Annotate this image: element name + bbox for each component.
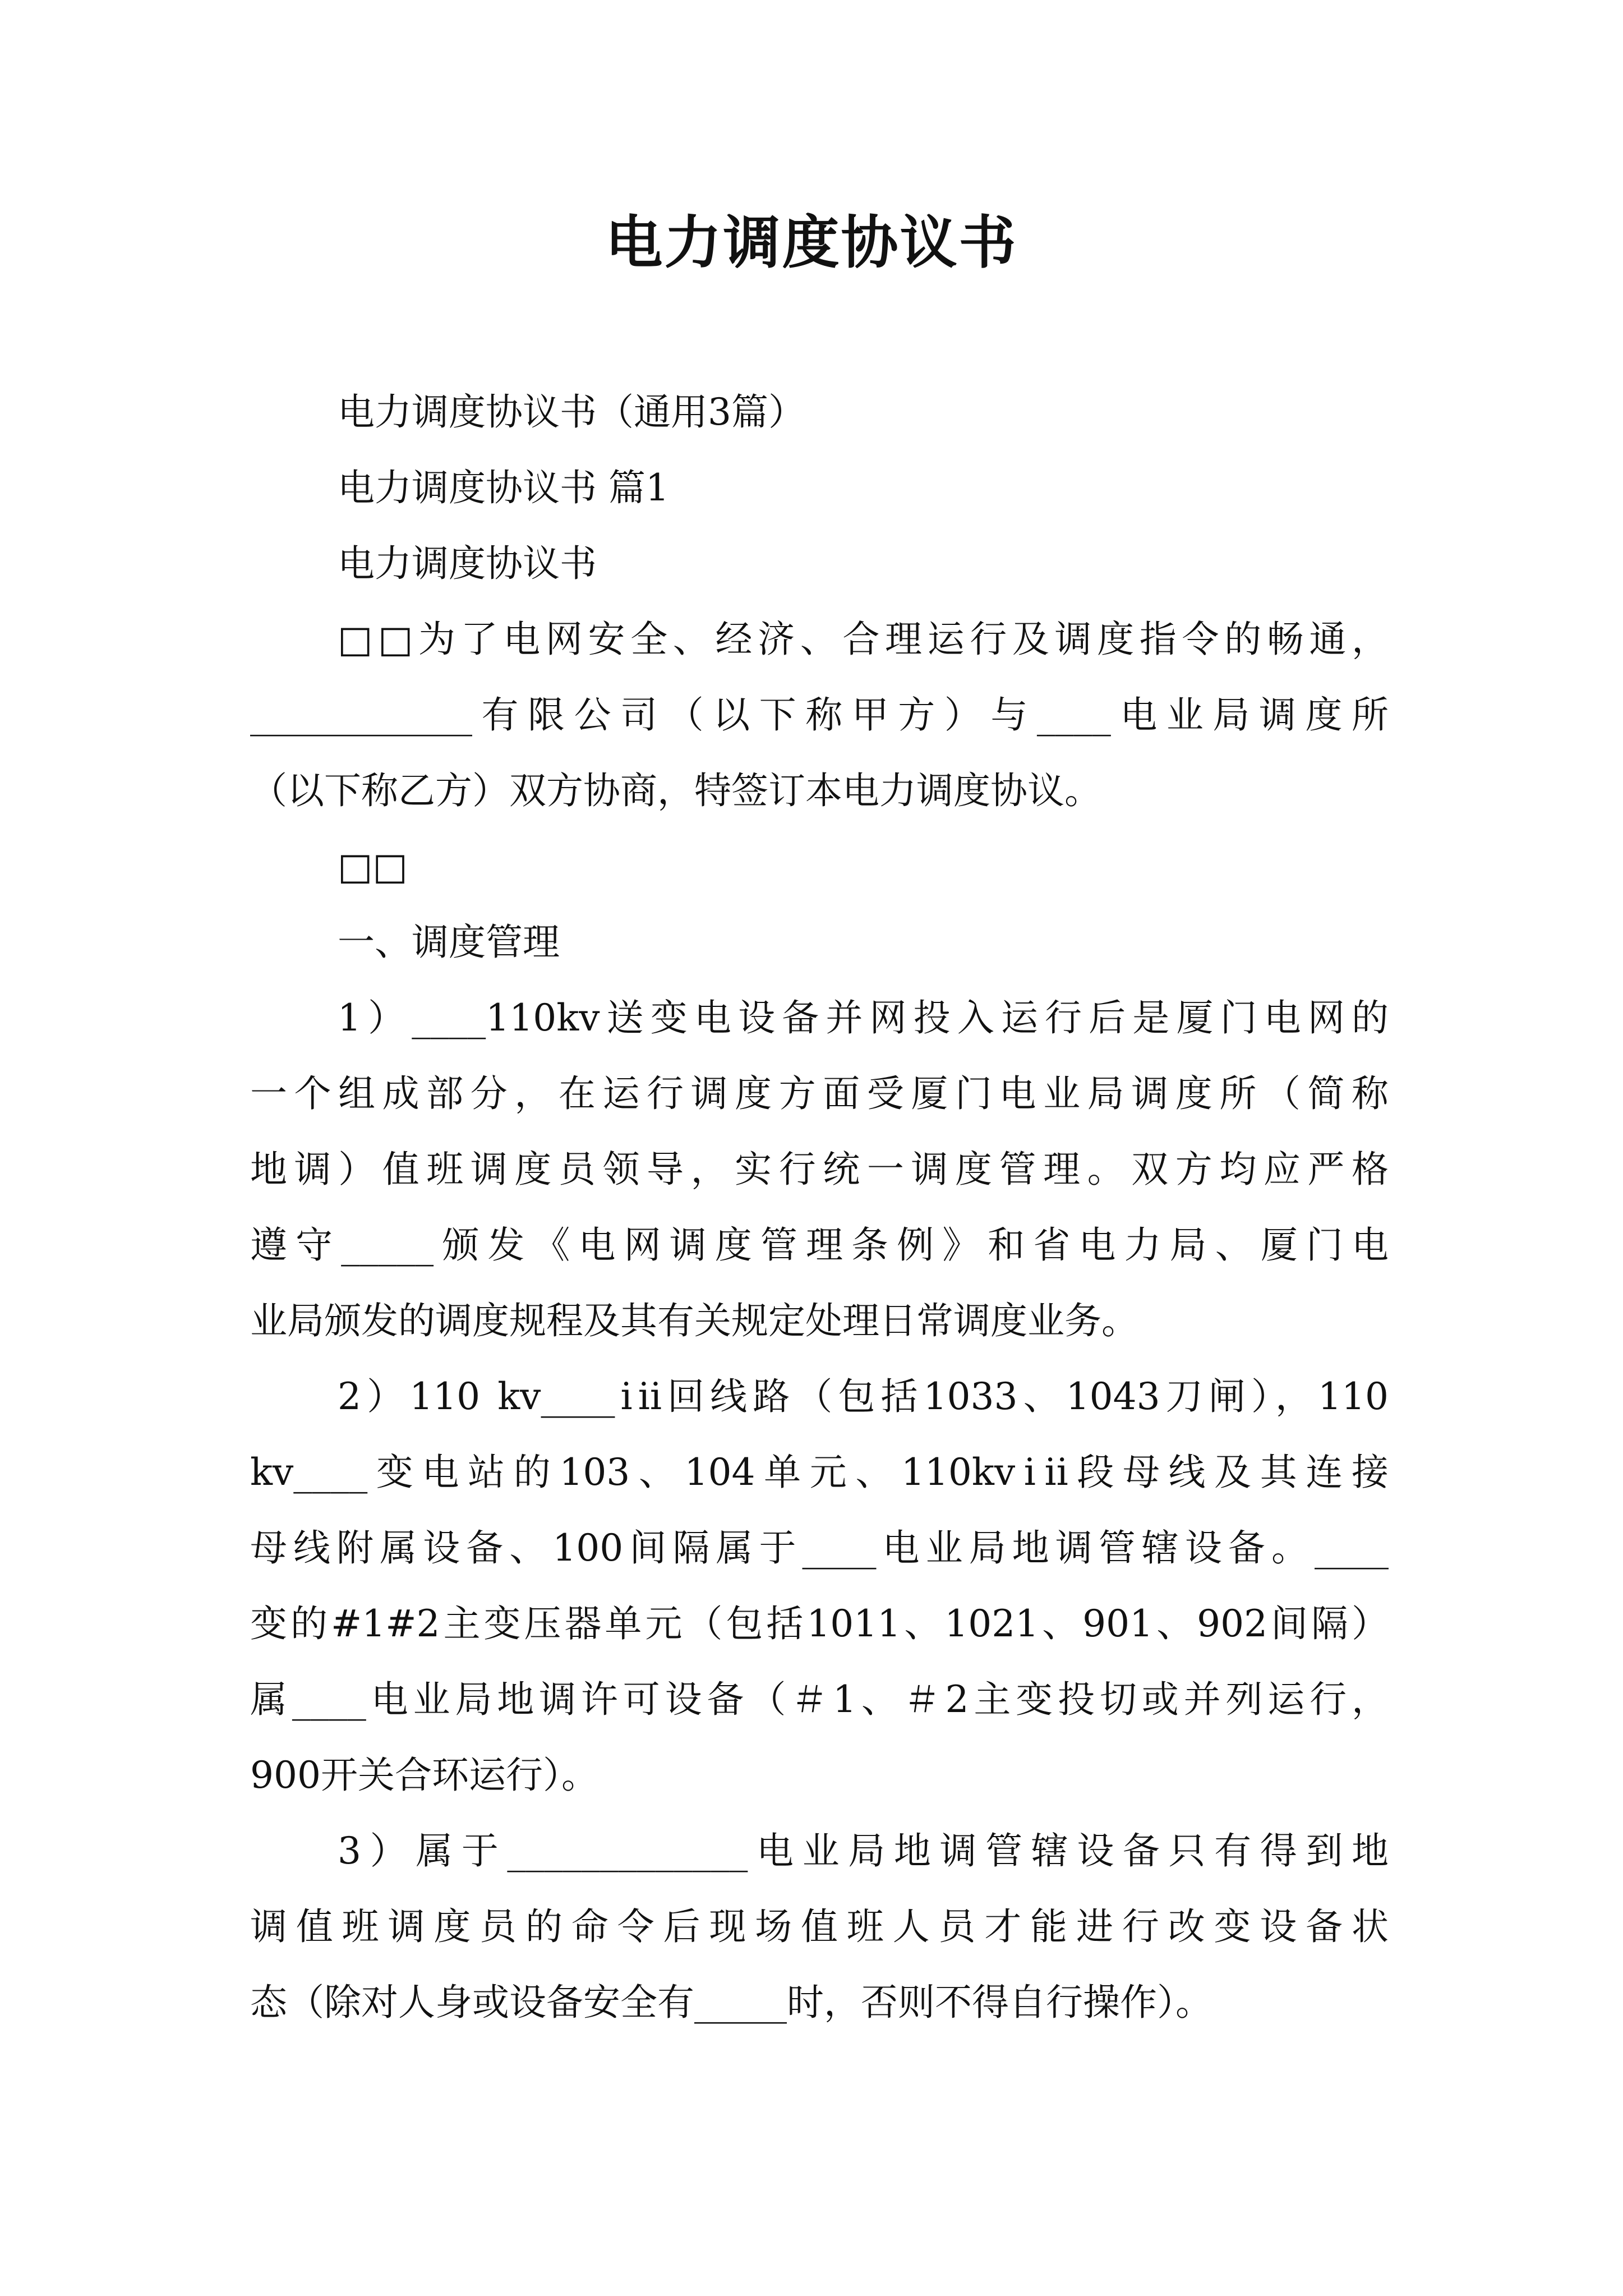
paragraph-line: 3）属于_____________电业局地调管辖设备只有得到地: [338, 1829, 1389, 1872]
paragraph-line: 变的#1#2主变压器单元（包括1011、1021、901、902间隔）: [250, 1602, 1389, 1645]
paragraph-line: 母线附属设备、100间隔属于____电业局地调管辖设备。____: [250, 1526, 1389, 1570]
paragraph-line: 业局颁发的调度规程及其有关规定处理日常调度业务。: [250, 1299, 1138, 1342]
paragraph-line: 一个组成部分，在运行调度方面受厦门电业局调度所（简称: [250, 1072, 1389, 1115]
paragraph-line: （以下称乙方）双方协商，特签订本电力调度协议。: [250, 769, 1101, 812]
paragraph-line: kv____变电站的103、104单元、110kvⅰⅱ段母线及其连接: [250, 1451, 1389, 1494]
paragraph-line: 调值班调度员的命令后现场值班人员才能进行改变设备状: [250, 1905, 1389, 1948]
paragraph-line: 地调）值班调度员领导，实行统一调度管理。双方均应严格: [250, 1148, 1389, 1191]
paragraph-line: 遵守_____颁发《电网调度管理条例》和省电力局、厦门电: [250, 1223, 1389, 1267]
paragraph-line: 900开关合环运行）。: [250, 1754, 598, 1797]
agreement-name-line: 电力调度协议书: [338, 542, 597, 585]
document-title: 电力调度协议书: [605, 209, 1018, 277]
paragraph-line: 属____电业局地调许可设备（＃1、＃2主变投切或并列运行，: [250, 1678, 1389, 1721]
paragraph-line: 2）110 kv____ⅰⅱ回线路（包括1033、1043刀闸），110: [338, 1375, 1389, 1418]
section-heading-line: 电力调度协议书 篇1: [338, 466, 669, 509]
subtitle-line: 电力调度协议书（通用3篇）: [338, 390, 805, 434]
paragraph-line: ____________有限公司（以下称甲方）与____电业局调度所: [250, 693, 1389, 737]
paragraph-line: 1）____110kv送变电设备并网投入运行后是厦门电网的: [338, 996, 1389, 1039]
placeholder-line: □□: [338, 845, 408, 888]
paragraph-line: 态（除对人身或设备安全有_____时，否则不得自行操作）。: [250, 1981, 1212, 2024]
paragraph-line: □□为了电网安全、经济、合理运行及调度指令的畅通，: [338, 618, 1389, 661]
subsection-heading: 一、调度管理: [338, 921, 560, 964]
